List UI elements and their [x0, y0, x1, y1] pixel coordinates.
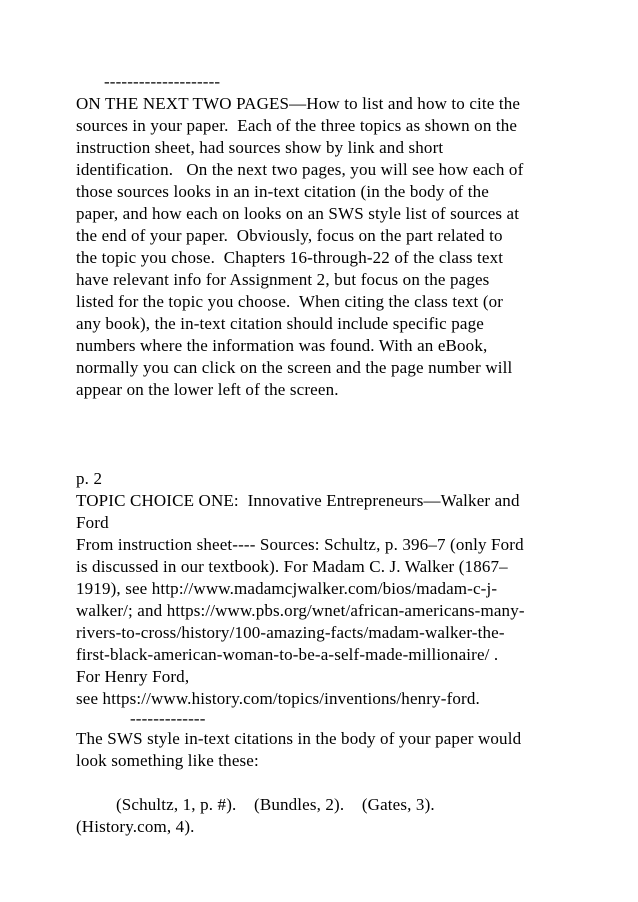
paragraph-line: From instruction sheet---- Sources: Schultz, p. 396–7 (only Ford: [76, 535, 524, 554]
citation-examples-continued: (History.com, 4).: [76, 817, 195, 836]
paragraph-line: walker/; and https://www.pbs.org/wnet/african-americans-many-: [76, 601, 525, 620]
paragraph-line: identification. On the next two pages, you will see how each of: [76, 160, 524, 179]
paragraph-line: instruction sheet, had sources show by link and short: [76, 138, 444, 157]
line-spacer: [76, 772, 616, 794]
section-spacer: [76, 401, 616, 468]
paragraph-line: paper, and how each on looks on an SWS style list of sources at: [76, 204, 520, 223]
paragraph-line: first-black-american-woman-to-be-a-self-made-millionaire/ .: [76, 645, 499, 664]
paragraph-line: the end of your paper. Obviously, focus on the part related to: [76, 226, 503, 245]
separator-rule: -------------: [130, 709, 206, 728]
paragraph-line: 1919), see http://www.madamcjwalker.com/bios/madam-c-j-: [76, 579, 498, 598]
paragraph-line: look something like these:: [76, 751, 259, 770]
paragraph-line: Ford: [76, 513, 109, 532]
topic-heading: TOPIC CHOICE ONE: Innovative Entrepreneurs—Walker and: [76, 491, 520, 510]
paragraph-line: The SWS style in-text citations in the body of your paper would: [76, 729, 522, 748]
citation-examples: (Schultz, 1, p. #). (Bundles, 2). (Gates, 3).: [116, 795, 435, 814]
paragraph-line: those sources looks in an in-text citation (in the body of the: [76, 182, 489, 201]
paragraph-line: the topic you chose. Chapters 16-through-22 of the class text: [76, 248, 504, 267]
paragraph-line: any book), the in-text citation should include specific page: [76, 314, 484, 333]
paragraph-line: listed for the topic you choose. When citing the class text (or: [76, 292, 504, 311]
separator-rule: --------------------: [104, 72, 221, 91]
intro-paragraph: [76, 93, 616, 401]
paragraph-line: have relevant info for Assignment 2, but focus on the pages: [76, 270, 490, 289]
paragraph-line: normally you can click on the screen and the page number will: [76, 358, 513, 377]
paragraph-line: numbers where the information was found. With an eBook,: [76, 336, 488, 355]
paragraph-line: see https://www.history.com/topics/inventions/henry-ford.: [76, 689, 480, 708]
paragraph-line: rivers-to-cross/history/100-amazing-facts/madam-walker-the-: [76, 623, 505, 642]
paragraph-line: ON THE NEXT TWO PAGES—How to list and how to cite the: [76, 94, 521, 113]
paragraph-line: appear on the lower left of the screen.: [76, 380, 339, 399]
topic-paragraph: [76, 490, 616, 710]
document-page: [76, 71, 616, 838]
paragraph-line: is discussed in our textbook). For Madam C. J. Walker (1867–: [76, 557, 508, 576]
paragraph-line: sources in your paper. Each of the three topics as shown on the: [76, 116, 518, 135]
page-number-label: p. 2: [76, 469, 103, 488]
paragraph-line: For Henry Ford,: [76, 667, 190, 686]
